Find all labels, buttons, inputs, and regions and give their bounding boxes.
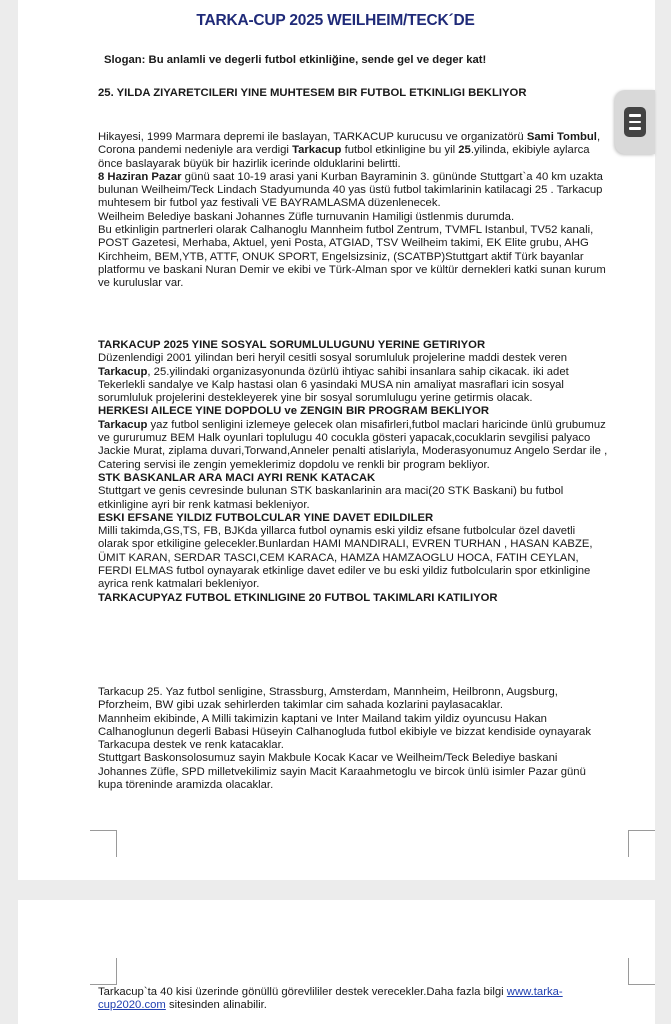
page-corner-mark — [628, 958, 655, 985]
page-corner-mark — [628, 830, 655, 857]
document-title: TARKA-CUP 2025 WEILHEIM/TECK´DE — [196, 12, 475, 29]
intro-section — [98, 131, 608, 291]
partners-paragraph: Bu etkinligin partnerleri olarak Calhanoglu Mannheim futbol Zentrum, TVMFL Istanbul, TV52 kanali, POST Gazetesi, Merhaba, Aktuel, yeni Posta, ATGIAD, TSV Weilheim takimi, EK Elite grubu, AHG Kirchheim, BEM,YTB, ATTF, ONUK SPORT, Engelsizsiniz, (SCATBP)Stuttgart aktif Türk bayanlar platformu ve baskani Nuran Demir ve ekibi ve Türk-Alman spor ve kültür dernekleri katki sunan kurum ve kuruluslar var. — [98, 224, 606, 290]
slogan: Slogan: Bu anlamli ve degerli futbol etkinliğine, sende gel ve deger kat! — [104, 54, 487, 66]
legends-paragraph: Milli takimda,GS,TS, FB, BJKda yillarca futbol oynamis eski yildiz efsane futbolcular özel davetli olarak spor etkiligine gelecekler.Bunlardan HAMI MANDIRALI, EVREN TURHAN , HASAN KABZE, ÜMIT KARAN, SERDAR TASCI,CEM KARACA, HAMZA HAMZAOGLU HOCA, FATIH CEYLAN, FERDI ELMAS futbol oynayarak etkinlige davet ediler ve bu eski yildiz futbolcularin spor etkinligine ayrica renk katmalari bekleniyor. — [98, 525, 593, 591]
social-paragraph: Düzenlendigi 2001 yilindan beri heryil cesitli sosyal sorumluluk projelerine maddi destek veren Tarkacup, 25.yilindaki organizasyonunda özürlü ihtiyac sahibi insanlara sahip cikacak. iki adet Tekerlekli sandalye ve Kalp hastasi olan 6 yasindaki MUSA nin amaliyat masraflari icin sosyal sorumluluk projelerini destekleyerek yine bir sosyal sorumlulugu yerine getirmis olacak. — [98, 352, 569, 405]
intro-paragraph: Hikayesi, 1999 Marmara depremi ile baslayan, TARKACUP kurucusu ve organizatörü Sami Tombul, Corona pandemi nedeniyle ara verdigi Tarkacup futbol etkinligine bu yil 25.yilinda, ekibiyle aylarca önce baslayarak büyük bir hazirlik icerinde olduklarini belirtti. — [98, 131, 601, 170]
event-date-paragraph: 8 Haziran Pazar günü saat 10-19 arasi yani Kurban Bayraminin 3. gününde Stuttgart`a 40 km uzakta bulunan Weilheim/Teck Lindach Stadyumunda 40 yas üstü futbol takimlarinin katilacagi 25 . Tarkacup muhtesem bir futbol yaz festivali VE BAYRAMLASMA düzenlenecek. — [98, 170, 603, 210]
stk-paragraph: Stuttgart ve genis cevresinde bulunan STK baskanlarinin ara maci(20 STK Baskani) bu futbol etkinligine ayri bir renk katmasi bekleniyor. — [98, 485, 564, 511]
page-corner-mark — [90, 830, 117, 857]
website-link[interactable]: www.tarka-cup2020.com — [98, 986, 563, 1012]
section-heading-social: TARKACUP 2025 YINE SOSYAL SORUMLULUGUNU YERINE GETIRIYOR — [98, 339, 486, 351]
social-section — [98, 339, 608, 605]
event-date: 8 Haziran Pazar — [98, 170, 182, 183]
teams-section — [98, 686, 608, 792]
volunteers-section — [98, 986, 608, 1013]
founder-name: Sami Tombul — [526, 131, 597, 143]
teams-paragraph-1: Tarkacup 25. Yaz futbol senligine, Strassburg, Amsterdam, Mannheim, Heilbronn, Augsburg, Pforzheim, BW gibi uzak sehirlerden takimlar cim sahada kozlarini paylasacaklar. — [98, 686, 558, 712]
section-heading-teams: TARKACUPYAZ FUTBOL ETKINLIGINE 20 FUTBOL TAKIMLARI KATILIYOR — [98, 591, 498, 604]
volunteers-paragraph: Tarkacup`ta 40 kisi üzerinde gönüllü görevlililer destek verecekler.Daha fazla bilgi www.tarka-cup2020.com sitesinden alinabilir. — [98, 986, 563, 1012]
teams-paragraph-3: Stuttgart Baskonsolosumuz sayin Makbule Kocak Kacar ve Weilheim/Teck Belediye baskani Johannes Züfle, SPD milletvekilimiz sayin Macit Karaahmetoglu ve bircok ünlü isimler Pazar günü kupa töreninde aramizda olacaklar. — [98, 752, 586, 792]
menu-icon[interactable] — [615, 90, 655, 154]
section-heading-stk: STK BASKANLAR ARA MACI AYRI RENK KATACAK — [98, 471, 376, 484]
family-paragraph: Tarkacup yaz futbol senligini izlemeye gelecek olan misafirleri,futbol maclari haricinde ünlü grubumuz ve gururumuz BEM Halk oyunlari toplulugu 40 cocukla gösteri yapacak,cocuklarin sevgilisi palyaco Jackie Murat, ziplama duvari,Torwand,Anneler penalti atislariyla, Moderasyonumuz Angelo Serdar ile , Catering servisi ile zengin yemeklerimiz dopdolu ve renkli bir program bekliyor. — [98, 418, 608, 471]
section-heading-family: HERKESI AILECE YINE DOPDOLU ve ZENGIN BIR PROGRAM BEKLIYOR — [98, 405, 490, 418]
section-heading-legends: ESKI EFSANE YILDIZ FUTBOLCULAR YINE DAVET EDILDILER — [98, 511, 434, 524]
page-corner-mark — [90, 958, 117, 985]
patron-paragraph: Weilheim Belediye baskani Johannes Züfle turnuvanin Hamiligi üstlenmis durumda. — [98, 210, 515, 223]
section-heading-25-years: 25. YILDA ZIYARETCILERI YINE MUHTESEM BIR FUTBOL ETKINLIGI BEKLIYOR — [98, 87, 527, 99]
teams-paragraph-2: Mannheim ekibinde, A Milli takimizin kaptani ve Inter Mailand takim yildiz oyuncusu Hakan Calhanoglunun degerli Babasi Hüseyin Calhanogluda futbol ekibiyle ve bizzat kendiside oynayarak Tarkacupa destek ve renk katacaklar. — [98, 712, 591, 752]
